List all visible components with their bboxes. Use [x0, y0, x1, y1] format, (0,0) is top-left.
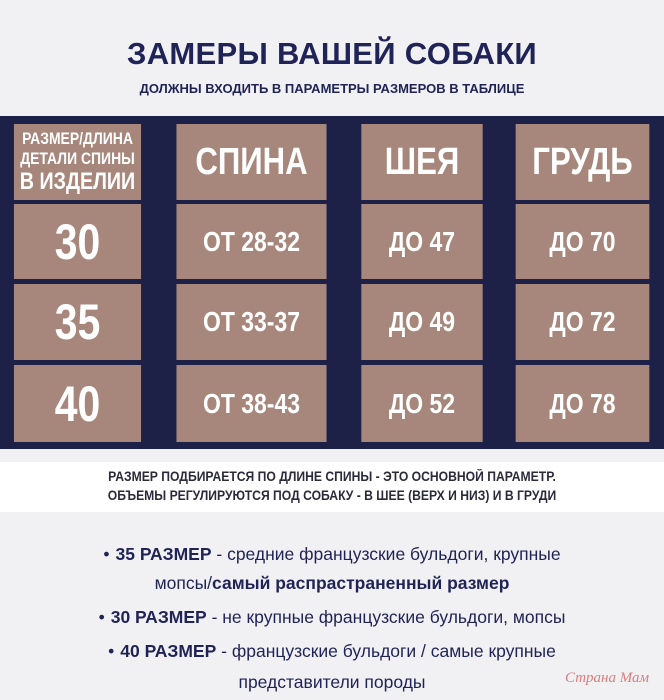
list-item-text: - французские бульдоги / самые крупные: [216, 641, 556, 661]
table-cell-chest: ДО 72: [516, 284, 650, 360]
header-neck: ШЕЯ: [361, 124, 482, 200]
header-back: СПИНА: [176, 124, 326, 200]
table-cell-neck: ДО 49: [361, 284, 482, 360]
bullet-icon: •: [103, 544, 110, 564]
list-item-continued: [0, 573, 664, 594]
list-item-text: представители породы: [238, 672, 426, 692]
table-row-size: 35: [14, 284, 141, 360]
list-item-text: мопсы/: [154, 573, 213, 593]
sizing-note: [0, 462, 664, 512]
list-item-size: 30 РАЗМЕР: [110, 607, 207, 627]
list-item-emphasis: самый распрастраненный размер: [212, 573, 510, 593]
list-item-size: 40 РАЗМЕР: [120, 641, 217, 661]
page-subtitle: ДОЛЖНЫ ВХОДИТЬ В ПАРАМЕТРЫ РАЗМЕРОВ В ТАБЛИЦЕ: [139, 81, 525, 96]
table-cell-chest: ДО 78: [516, 365, 650, 442]
bullet-icon: •: [98, 607, 105, 627]
table-cell-neck: ДО 47: [361, 204, 482, 279]
header-left-line: В ИЗДЕЛИИ: [19, 168, 136, 195]
list-item: [0, 641, 664, 662]
note-line: РАЗМЕР ПОДБИРАЕТСЯ ПО ДЛИНЕ СПИНЫ - ЭТО ОСНОВНОЙ ПАРАМЕТР.: [108, 469, 556, 484]
list-item-text: - не крупные французские бульдоги, мопсы: [206, 607, 566, 627]
watermark-logo: Страна Мам: [565, 670, 650, 686]
table-row-size: 30: [14, 204, 141, 279]
table-cell-back: ОТ 28-32: [176, 204, 326, 279]
table-cell-neck: ДО 52: [361, 365, 482, 442]
header-left-line: РАЗМЕР/ДЛИНА: [22, 129, 133, 148]
header-size-length: [14, 124, 141, 200]
list-item-text: - средние французские бульдоги, крупные: [211, 544, 561, 564]
header-chest: ГРУДЬ: [516, 124, 650, 200]
list-item: [0, 607, 664, 628]
table-cell-back: ОТ 33-37: [176, 284, 326, 360]
note-line: ОБЪЕМЫ РЕГУЛИРУЮТСЯ ПОД СОБАКУ - В ШЕЕ (ВЕРХ И НИЗ) И В ГРУДИ: [107, 488, 557, 503]
size-table: [0, 116, 664, 449]
table-cell-back: ОТ 38-43: [176, 365, 326, 442]
bullet-icon: •: [108, 641, 115, 661]
table-cell-chest: ДО 70: [516, 204, 650, 279]
list-item-size: 35 РАЗМЕР: [115, 544, 212, 564]
table-row-size: 40: [14, 365, 141, 442]
page-title: ЗАМЕРЫ ВАШЕЙ СОБАКИ: [126, 36, 538, 71]
list-item: [0, 544, 664, 565]
header-left-line: ДЕТАЛИ СПИНЫ: [20, 149, 135, 168]
